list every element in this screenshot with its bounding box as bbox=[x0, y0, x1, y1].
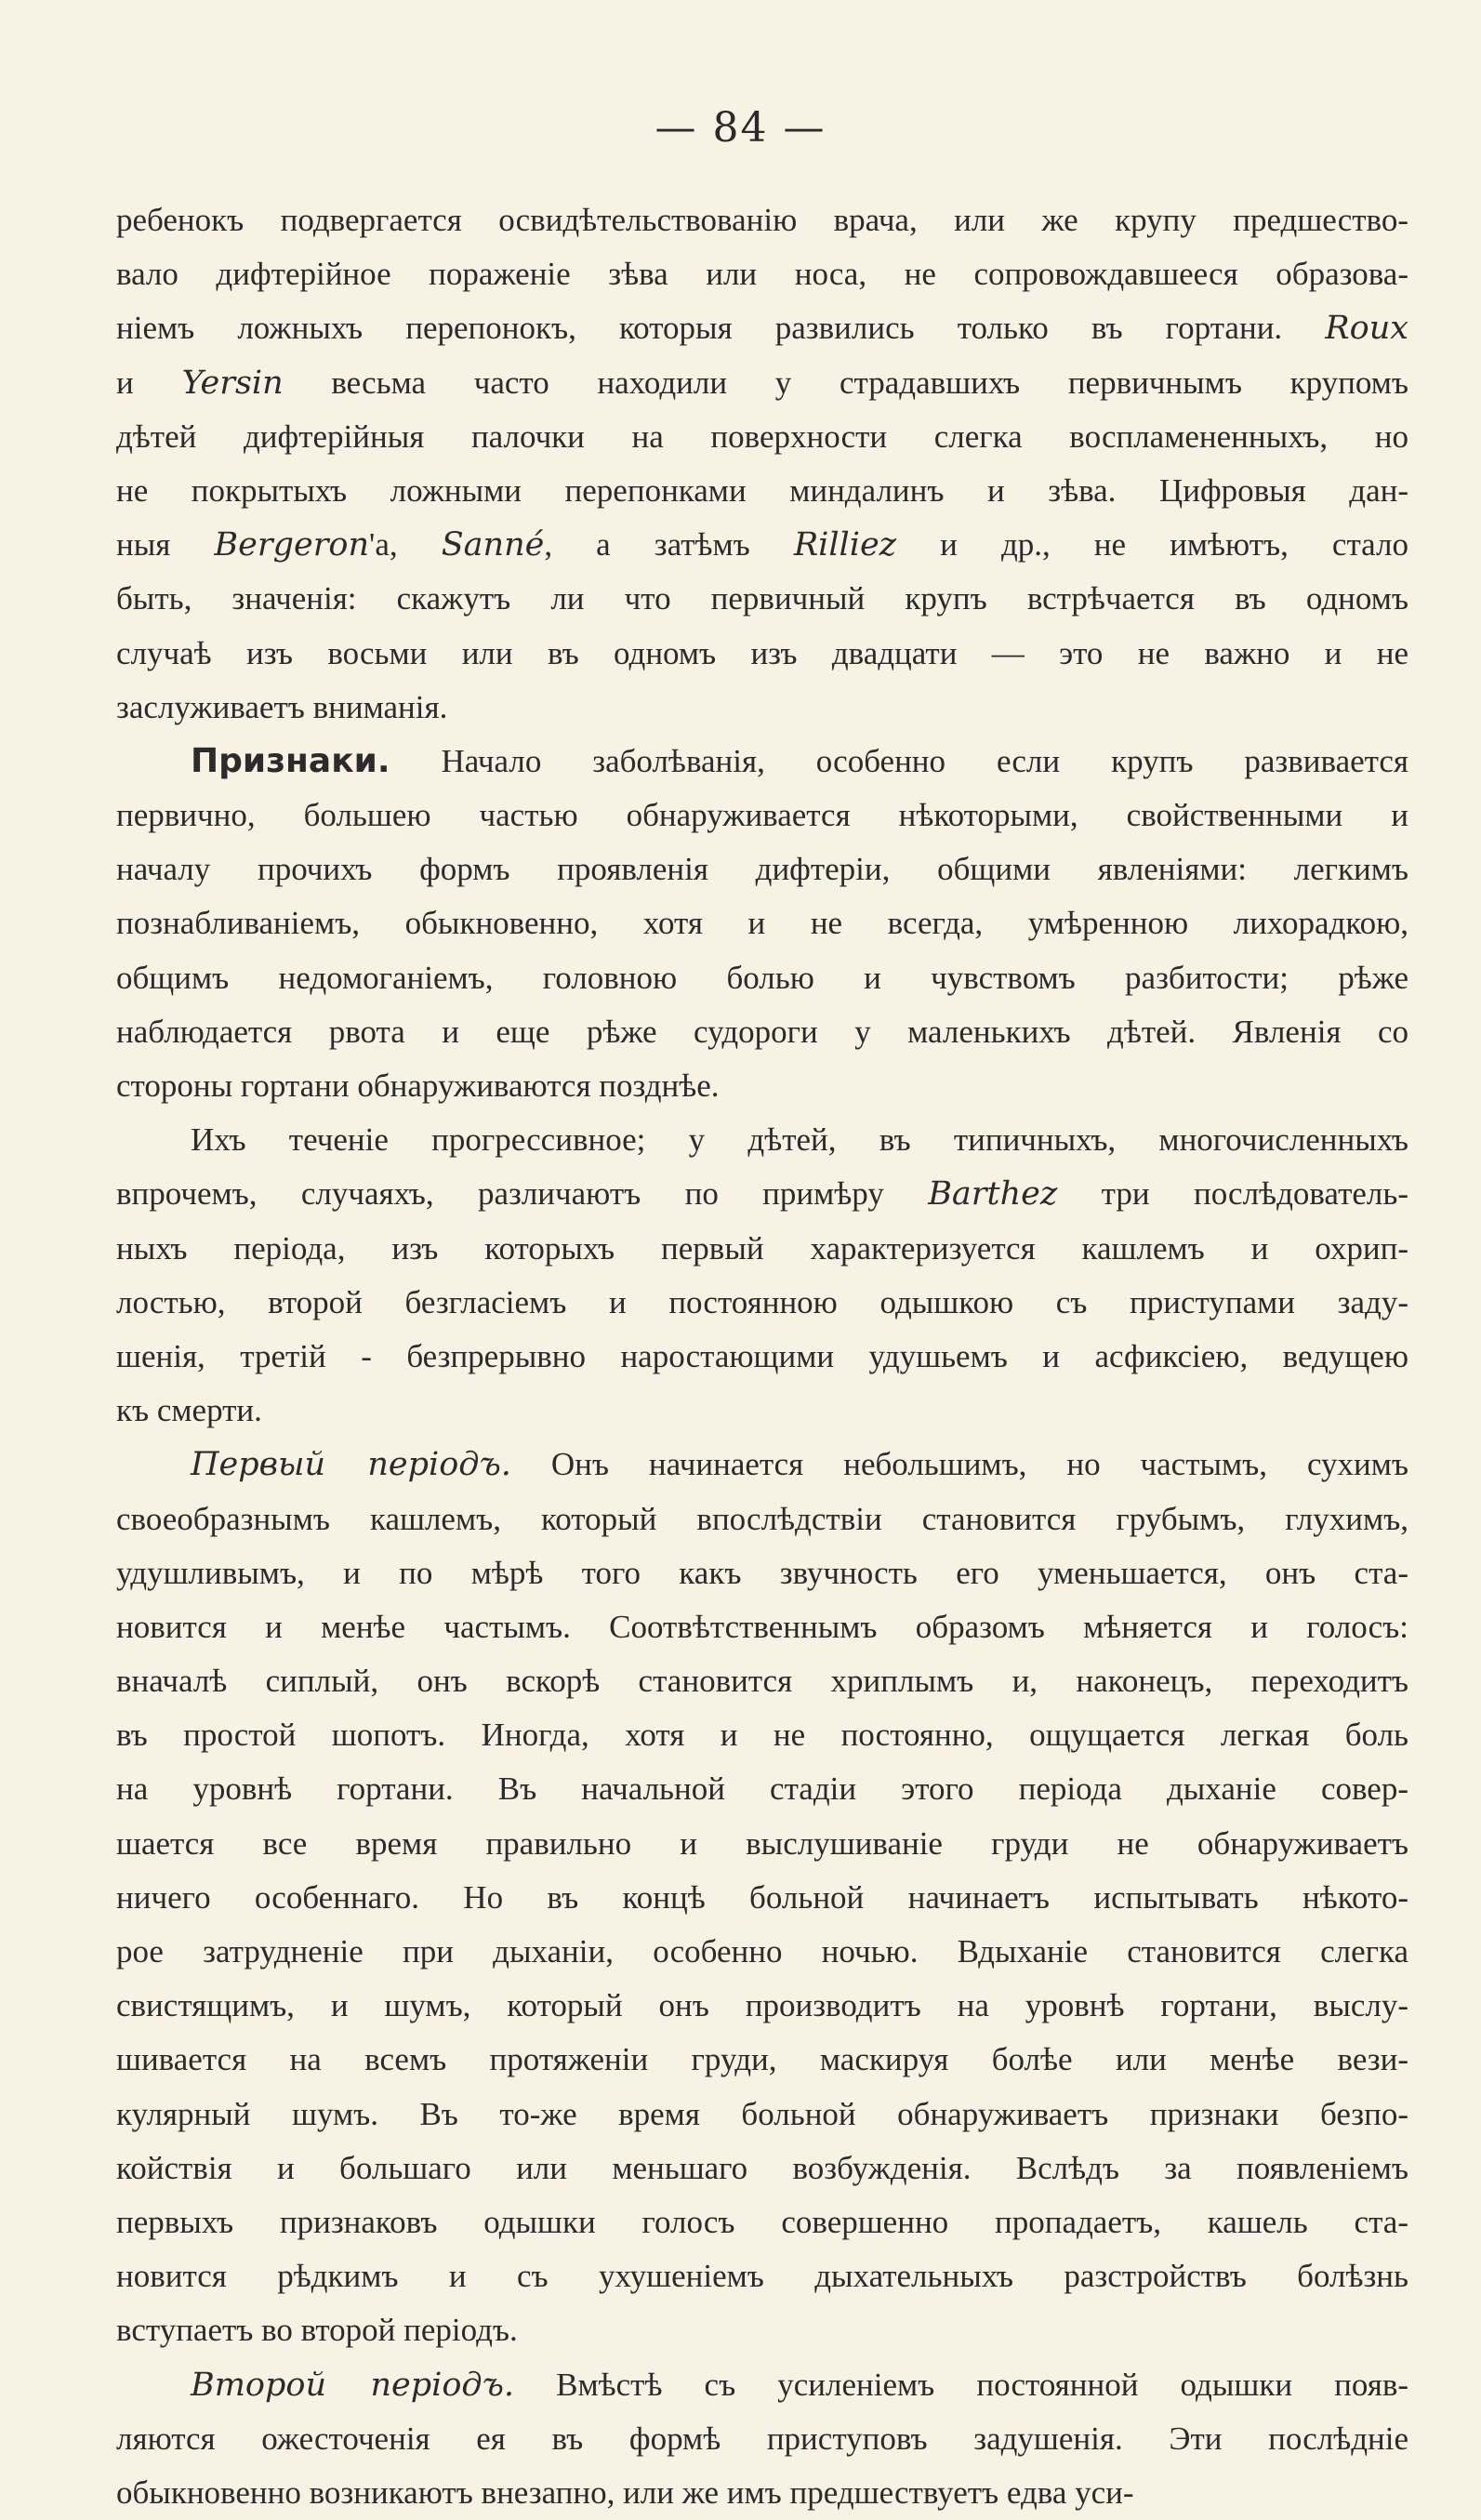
text-line: и Yersin весьма часто находили у страдавшихъ первичнымъ крупомъ bbox=[116, 356, 1408, 410]
text-line: рое затрудненіе при дыханіи, особенно ночью. Вдыханіе становится слегка bbox=[116, 1925, 1408, 1979]
italic-term: Roux bbox=[1325, 310, 1408, 347]
text-line: новится рѣдкимъ и съ ухушеніемъ дыхательныхъ разстройствъ болѣзнь bbox=[116, 2249, 1408, 2303]
paragraph bbox=[116, 735, 1408, 1113]
text-line: шивается на всемъ протяженіи груди, маскируя болѣе или менѣе вези- bbox=[116, 2033, 1408, 2087]
paragraph bbox=[116, 1438, 1408, 2357]
text-line: Ихъ теченіе прогрессивное; у дѣтей, въ типичныхъ, многочисленныхъ bbox=[116, 1113, 1408, 1167]
text-line: лостью, второй безгласіемъ и постоянною одышкою съ приступами заду- bbox=[116, 1276, 1408, 1330]
text-line: ничего особеннаго. Но въ концѣ больной начинаетъ испытывать нѣкото- bbox=[116, 1871, 1408, 1925]
text-line: заслуживаетъ вниманія. bbox=[116, 681, 1408, 735]
text-line: въ простой шопотъ. Иногда, хотя и не постоянно, ощущается легкая боль bbox=[116, 1708, 1408, 1762]
text-line: первично, большею частью обнаруживается нѣкоторыми, свойственными и bbox=[116, 789, 1408, 842]
text-line: шенія, третій - безпрерывно наростающими удушьемъ и асфиксіею, ведущею bbox=[116, 1330, 1408, 1384]
text-line: на уровнѣ гортани. Въ начальной стадіи этого періода дыханіе совер- bbox=[116, 1762, 1408, 1816]
text-line: Второй періодъ. Вмѣстѣ съ усиленіемъ постоянной одышки появ- bbox=[116, 2358, 1408, 2412]
section-heading: Признаки. bbox=[191, 742, 390, 780]
text-line: стороны гортани обнаруживаются позднѣе. bbox=[116, 1059, 1408, 1113]
text-line: не покрытыхъ ложными перепонками миндалинъ и зѣва. Цифровыя дан- bbox=[116, 464, 1408, 518]
text-line: Первый періодъ. Онъ начинается небольшимъ, но частымъ, сухимъ bbox=[116, 1438, 1408, 1492]
text-line: Признаки. Начало заболѣванія, особенно если крупъ развивается bbox=[116, 735, 1408, 789]
text-line: вначалѣ сиплый, онъ вскорѣ становится хриплымъ и, наконецъ, переходитъ bbox=[116, 1654, 1408, 1708]
text-line: познабливаніемъ, обыкновенно, хотя и не всегда, умѣренною лихорадкою, bbox=[116, 896, 1408, 950]
italic-term: Sanné bbox=[442, 526, 545, 564]
text-line: вало дифтерійное пораженіе зѣва или носа, не сопровождавшееся образова- bbox=[116, 247, 1408, 301]
paragraph bbox=[116, 1113, 1408, 1438]
text-line: ныхъ періода, изъ которыхъ первый характеризуется кашлемъ и охрип- bbox=[116, 1222, 1408, 1276]
text-line: впрочемъ, случаяхъ, различаютъ по примѣру Barthez три послѣдователь- bbox=[116, 1167, 1408, 1221]
text-line: первыхъ признаковъ одышки голосъ совершенно пропадаетъ, кашель ста- bbox=[116, 2195, 1408, 2249]
text-line: началу прочихъ формъ проявленія дифтеріи, общими явленіями: легкимъ bbox=[116, 842, 1408, 896]
text-line: шается все время правильно и выслушиваніе груди не обнаруживаетъ bbox=[116, 1817, 1408, 1871]
body-text bbox=[116, 193, 1408, 2520]
text-line: вступаетъ во второй періодъ. bbox=[116, 2303, 1408, 2357]
text-line: дѣтей дифтерійныя палочки на поверхности слегка воспламененныхъ, но bbox=[116, 410, 1408, 464]
text-line: ныя Bergeron'а, Sanné, а затѣмъ Rilliez и др., не имѣютъ, стало bbox=[116, 518, 1408, 572]
paragraph bbox=[116, 193, 1408, 735]
page-number: — 84 — bbox=[0, 104, 1481, 152]
paragraph bbox=[116, 2358, 1408, 2520]
text-line: быть, значенія: скажутъ ли что первичный крупъ встрѣчается въ одномъ bbox=[116, 572, 1408, 626]
text-line: ребенокъ подвергается освидѣтельствованію врача, или же крупу предшество- bbox=[116, 193, 1408, 247]
italic-term: Rilliez bbox=[794, 526, 896, 564]
text-line: наблюдается рвота и еще рѣже судороги у маленькихъ дѣтей. Явленія со bbox=[116, 1005, 1408, 1059]
italic-term: Yersin bbox=[181, 365, 283, 402]
text-line: ніемъ ложныхъ перепонокъ, которыя развились только въ гортани. Roux bbox=[116, 301, 1408, 355]
italic-term: Barthez bbox=[928, 1175, 1057, 1213]
italic-term: Второй періодъ. bbox=[191, 2367, 514, 2404]
text-line: кулярный шумъ. Въ то-же время больной обнаруживаетъ признаки безпо- bbox=[116, 2088, 1408, 2142]
text-line: общимъ недомоганіемъ, головною болью и чувствомъ разбитости; рѣже bbox=[116, 951, 1408, 1005]
text-line: новится и менѣе частымъ. Соотвѣтственнымъ образомъ мѣняется и голосъ: bbox=[116, 1600, 1408, 1654]
text-line: обыкновенно возникаютъ внезапно, или же имъ предшествуетъ едва уси- bbox=[116, 2466, 1408, 2520]
text-line: къ смерти. bbox=[116, 1384, 1408, 1438]
italic-term: Первый періодъ. bbox=[191, 1446, 511, 1483]
text-line: удушливымъ, и по мѣрѣ того какъ звучность его уменьшается, онъ ста- bbox=[116, 1546, 1408, 1600]
text-line: случаѣ изъ восьми или въ одномъ изъ двадцати — это не важно и не bbox=[116, 627, 1408, 681]
text-line: ляются ожесточенія ея въ формѣ приступовъ задушенія. Эти послѣдніе bbox=[116, 2412, 1408, 2466]
text-line: койствія и большаго или меньшаго возбужденія. Вслѣдъ за появленіемъ bbox=[116, 2142, 1408, 2195]
text-line: своеобразнымъ кашлемъ, который впослѣдствіи становится грубымъ, глухимъ, bbox=[116, 1492, 1408, 1546]
text-line: свистящимъ, и шумъ, который онъ производитъ на уровнѣ гортани, выслу- bbox=[116, 1979, 1408, 2033]
italic-term: Bergeron bbox=[214, 526, 369, 564]
